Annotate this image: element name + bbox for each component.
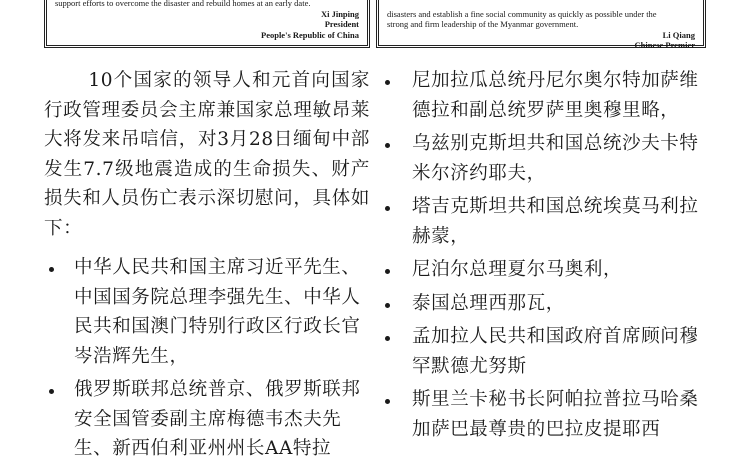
bullet-icon	[385, 143, 390, 148]
list-item-text: 俄罗斯联邦总统普京、俄罗斯联邦安全国管委副主席梅德韦杰夫先生、新西伯利亚州州长AA特拉	[74, 379, 361, 459]
signer-title: Chinese Premier	[634, 40, 695, 50]
box-text-line-1: disasters and establish a fine social community as quickly as possible under the	[387, 8, 657, 19]
list-item-text: 中华人民共和国主席习近平先生、中国国务院总理李强先生、中华人民共和国澳门特别行政区行政长官岑浩辉先生，	[74, 257, 361, 367]
intro-paragraph: 10个国家的领导人和元首向国家行政管理委员会主席兼国家总理敏昂莱大将发来吊唁信，对3月28日缅甸中部发生7.7级地震造成的生命损失、财产损失和人员伤亡表示深切慰问，具体如下：	[44, 70, 370, 239]
signer-name: Xi Jinping	[320, 8, 359, 19]
bullet-icon	[385, 206, 390, 211]
list-item	[380, 129, 710, 188]
box-text-line: support efforts to overcome the disaster and rebuild homes at an early date.	[55, 0, 311, 8]
leader-list-right	[380, 66, 710, 444]
list-item-text: 乌兹别克斯坦共和国总统沙夫卡特米尔济约耶夫，	[412, 133, 699, 184]
right-column	[380, 66, 710, 448]
list-item	[380, 385, 710, 444]
bullet-icon	[385, 336, 390, 341]
list-item	[44, 253, 370, 371]
list-item	[380, 192, 710, 251]
bullet-icon	[385, 269, 390, 274]
list-item-text: 斯里兰卡秘书长阿帕拉普拉马哈桑加萨巴最尊贵的巴拉皮提耶西	[412, 389, 699, 440]
list-item-text: 塔吉克斯坦共和国总统埃莫马利拉赫蒙，	[412, 196, 699, 247]
list-item	[380, 66, 710, 125]
list-item-text: 泰国总理西那瓦，	[412, 292, 565, 314]
bullet-icon	[385, 80, 390, 85]
bullet-icon	[49, 389, 54, 394]
list-item-text: 尼加拉瓜总统丹尼尔奥尔特加萨维德拉和副总统罗萨里奥穆里略，	[412, 70, 699, 121]
bullet-icon	[49, 267, 54, 272]
box-text-line-2: strong and firm leadership of the Myanmar government.	[387, 19, 579, 29]
list-item	[380, 289, 710, 319]
list-item-text: 尼泊尔总理夏尔马奥利，	[412, 259, 623, 280]
leader-list-left	[44, 253, 370, 460]
list-item	[44, 375, 370, 460]
signer-org: People's Republic of China	[261, 29, 359, 40]
list-item	[380, 322, 710, 381]
signer-title: President	[324, 19, 359, 29]
condolence-box-xi	[44, 0, 370, 48]
list-item	[380, 255, 710, 285]
left-column	[44, 66, 370, 460]
condolence-box-li	[376, 0, 706, 48]
bullet-icon	[385, 399, 390, 404]
list-item-text: 孟加拉人民共和国政府首席顾问穆罕默德尤努斯	[412, 326, 699, 377]
bullet-icon	[385, 303, 390, 308]
signer-name: Li Qiang	[662, 29, 695, 40]
